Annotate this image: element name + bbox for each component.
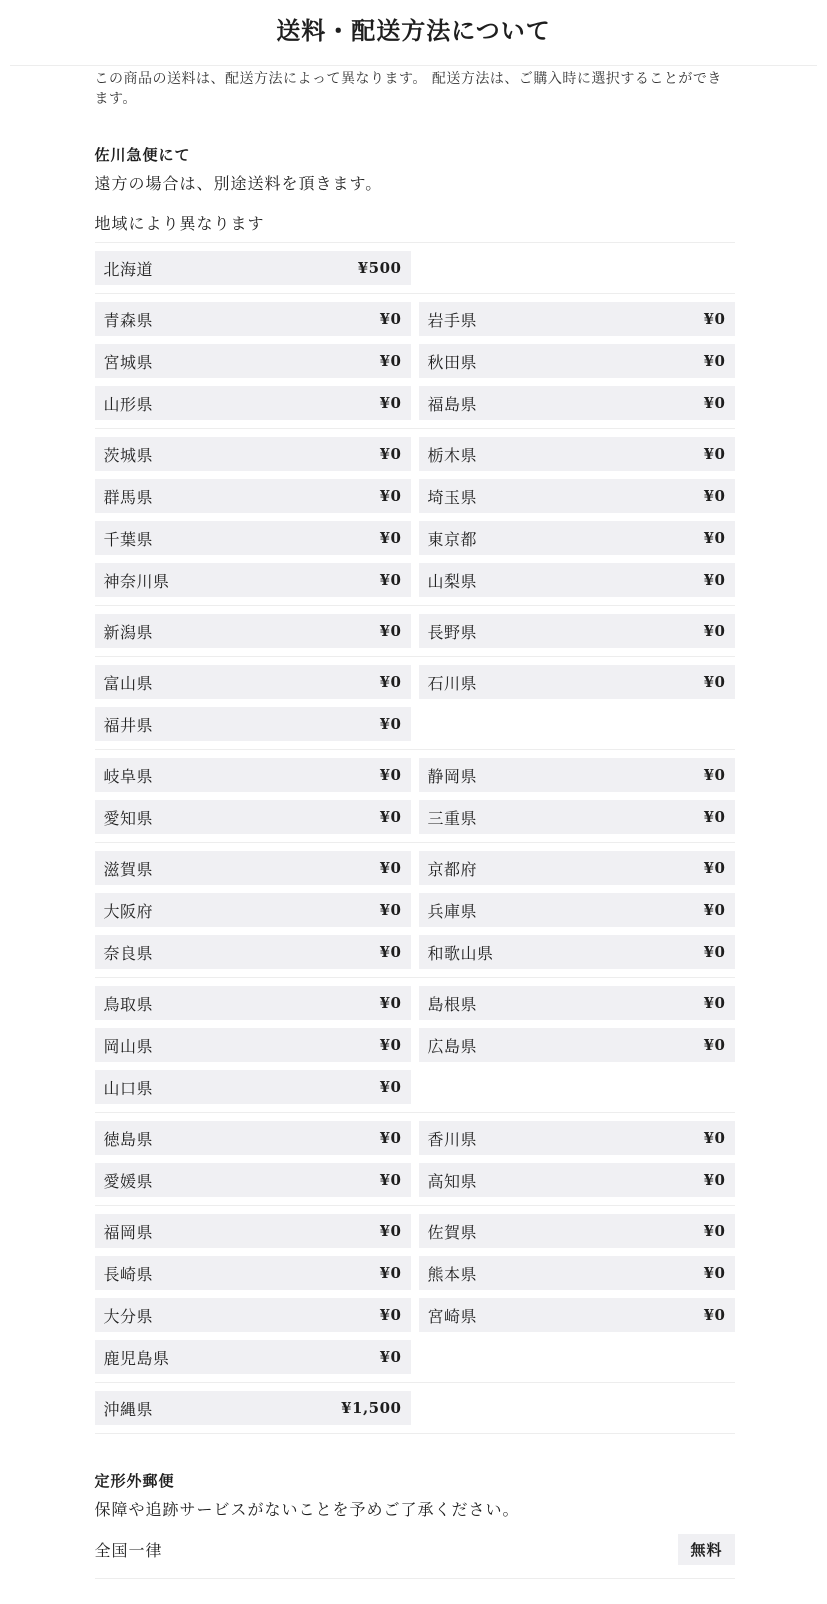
prefecture-fee: ¥0 — [379, 1264, 402, 1282]
prefecture-name: 滋賀県 — [103, 859, 154, 879]
prefecture-fee: ¥0 — [379, 310, 402, 328]
prefecture-name: 岐阜県 — [103, 766, 154, 786]
prefecture-fee-cell — [419, 758, 735, 792]
region-group — [95, 1383, 735, 1434]
prefecture-fee: ¥0 — [703, 487, 726, 505]
region-group — [95, 657, 735, 750]
region-group — [95, 843, 735, 978]
prefecture-fee-cell — [419, 893, 735, 927]
prefecture-name: 鳥取県 — [103, 994, 154, 1014]
prefecture-fee: ¥500 — [357, 259, 402, 277]
carrier-section — [95, 146, 735, 1434]
prefecture-fee: ¥0 — [379, 1036, 402, 1054]
prefecture-fee: ¥0 — [379, 487, 402, 505]
prefecture-fee-cell — [419, 1028, 735, 1062]
prefecture-name: 茨城県 — [103, 445, 154, 465]
prefecture-fee-cell — [95, 1214, 411, 1248]
prefecture-name: 山梨県 — [427, 571, 478, 591]
region-group — [95, 1113, 735, 1206]
prefecture-fee-cell — [419, 386, 735, 420]
prefecture-name: 静岡県 — [427, 766, 478, 786]
prefecture-fee-cell — [95, 1028, 411, 1062]
prefecture-fee: ¥0 — [703, 673, 726, 691]
prefecture-fee: ¥0 — [379, 901, 402, 919]
prefecture-name: 北海道 — [103, 259, 154, 279]
region-group — [95, 606, 735, 657]
prefecture-fee: ¥0 — [379, 673, 402, 691]
prefecture-name: 岩手県 — [427, 310, 478, 330]
prefecture-name: 京都府 — [427, 859, 478, 879]
prefecture-name: 神奈川県 — [103, 571, 170, 591]
page-title: 送料・配送方法について — [276, 16, 551, 45]
prefecture-fee: ¥0 — [379, 1348, 402, 1366]
region-group — [95, 978, 735, 1113]
prefecture-fee-cell — [95, 893, 411, 927]
prefecture-name: 愛媛県 — [103, 1171, 154, 1191]
teikei-fee-badge: 無料 — [678, 1534, 734, 1565]
prefecture-fee: ¥0 — [379, 445, 402, 463]
prefecture-fee: ¥0 — [703, 859, 726, 877]
prefecture-fee: ¥0 — [379, 808, 402, 826]
prefecture-fee-cell — [95, 1121, 411, 1155]
prefecture-name: 山口県 — [103, 1078, 154, 1098]
prefecture-name: 大阪府 — [103, 901, 154, 921]
prefecture-name: 和歌山県 — [427, 943, 494, 963]
prefecture-fee: ¥0 — [703, 808, 726, 826]
prefecture-fee-cell — [95, 665, 411, 699]
prefecture-fee: ¥0 — [379, 622, 402, 640]
teikei-title: 定形外郵便 — [94, 1472, 175, 1490]
prefecture-fee: ¥0 — [703, 943, 726, 961]
prefecture-fee: ¥0 — [703, 571, 726, 589]
prefecture-name: 岡山県 — [103, 1036, 154, 1056]
prefecture-fee-cell — [95, 386, 411, 420]
prefecture-fee: ¥0 — [703, 766, 726, 784]
prefecture-fee-cell — [419, 800, 735, 834]
prefecture-name: 福井県 — [103, 715, 154, 735]
main-content — [93, 69, 735, 1579]
prefecture-fee-cell — [95, 707, 411, 741]
prefecture-fee: ¥0 — [703, 1129, 726, 1147]
prefecture-fee: ¥0 — [379, 1171, 402, 1189]
prefecture-fee: ¥0 — [703, 1264, 726, 1282]
prefecture-fee: ¥0 — [703, 529, 726, 547]
prefecture-name: 佐賀県 — [427, 1222, 478, 1242]
prefecture-fee-cell — [95, 758, 411, 792]
prefecture-name: 長崎県 — [103, 1264, 154, 1284]
prefecture-fee-cell — [419, 1298, 735, 1332]
prefecture-fee: ¥0 — [703, 394, 726, 412]
prefecture-fee: ¥0 — [703, 310, 726, 328]
region-group — [95, 429, 735, 606]
prefecture-name: 徳島県 — [103, 1129, 154, 1149]
teikei-section — [95, 1472, 735, 1579]
prefecture-name: 鹿児島県 — [103, 1348, 170, 1368]
prefecture-name: 沖縄県 — [103, 1399, 154, 1419]
prefecture-name: 東京都 — [427, 529, 478, 549]
region-group — [95, 750, 735, 843]
prefecture-fee-cell — [95, 800, 411, 834]
prefecture-name: 三重県 — [427, 808, 478, 828]
prefecture-fee-cell — [419, 614, 735, 648]
prefecture-fee-cell — [419, 935, 735, 969]
prefecture-fee: ¥0 — [379, 352, 402, 370]
prefecture-fee: ¥0 — [379, 571, 402, 589]
teikei-label: 全国一律 — [94, 1540, 163, 1560]
prefecture-fee-cell — [95, 1256, 411, 1290]
region-list — [95, 242, 735, 1434]
prefecture-fee-cell — [95, 1391, 411, 1425]
prefecture-fee: ¥0 — [379, 529, 402, 547]
prefecture-name: 大分県 — [103, 1306, 154, 1326]
prefecture-fee: ¥0 — [379, 1306, 402, 1324]
prefecture-fee-cell — [95, 437, 411, 471]
prefecture-fee: ¥0 — [379, 715, 402, 733]
region-group — [95, 294, 735, 429]
region-note: 地域により異なります — [94, 214, 265, 233]
prefecture-fee: ¥0 — [703, 901, 726, 919]
prefecture-fee-cell — [95, 935, 411, 969]
prefecture-fee: ¥0 — [703, 622, 726, 640]
prefecture-fee-cell — [419, 437, 735, 471]
prefecture-name: 栃木県 — [427, 445, 478, 465]
prefecture-fee: ¥0 — [379, 1078, 402, 1096]
intro-text: この商品の送料は、配送方法によって異なります。 配送方法は、ご購入時に選択することができます。 — [94, 71, 722, 107]
carrier-title: 佐川急便にて — [94, 146, 191, 164]
prefecture-fee: ¥0 — [703, 1222, 726, 1240]
prefecture-fee-cell — [419, 302, 735, 336]
prefecture-name: 千葉県 — [103, 529, 154, 549]
prefecture-name: 福岡県 — [103, 1222, 154, 1242]
prefecture-name: 宮崎県 — [427, 1306, 478, 1326]
prefecture-fee: ¥0 — [379, 766, 402, 784]
prefecture-fee-cell — [95, 521, 411, 555]
prefecture-name: 青森県 — [103, 310, 154, 330]
prefecture-name: 宮城県 — [103, 352, 154, 372]
prefecture-name: 富山県 — [103, 673, 154, 693]
carrier-note: 遠方の場合は、別途送料を頂きます。 — [94, 174, 383, 193]
prefecture-fee-cell — [95, 302, 411, 336]
prefecture-name: 埼玉県 — [427, 487, 478, 507]
prefecture-name: 秋田県 — [427, 352, 478, 372]
prefecture-fee-cell — [95, 986, 411, 1020]
prefecture-fee-cell — [95, 563, 411, 597]
prefecture-fee-cell — [95, 1340, 411, 1374]
prefecture-name: 広島県 — [427, 1036, 478, 1056]
prefecture-fee-cell — [419, 344, 735, 378]
prefecture-fee-cell — [419, 986, 735, 1020]
prefecture-fee: ¥0 — [379, 1129, 402, 1147]
prefecture-fee: ¥0 — [703, 352, 726, 370]
prefecture-name: 兵庫県 — [427, 901, 478, 921]
prefecture-fee-cell — [419, 1121, 735, 1155]
prefecture-name: 新潟県 — [103, 622, 154, 642]
prefecture-fee-cell — [95, 614, 411, 648]
region-group — [95, 1206, 735, 1383]
prefecture-name: 熊本県 — [427, 1264, 478, 1284]
prefecture-name: 香川県 — [427, 1129, 478, 1149]
prefecture-fee-cell — [95, 1298, 411, 1332]
prefecture-fee-cell — [419, 1256, 735, 1290]
prefecture-fee: ¥0 — [703, 994, 726, 1012]
teikei-note: 保障や追跡サービスがないことを予めご了承ください。 — [94, 1500, 520, 1519]
prefecture-fee: ¥0 — [703, 1306, 726, 1324]
prefecture-name: 山形県 — [103, 394, 154, 414]
page-header — [10, 0, 817, 66]
prefecture-fee-cell — [95, 251, 411, 285]
prefecture-fee: ¥0 — [379, 943, 402, 961]
prefecture-name: 長野県 — [427, 622, 478, 642]
prefecture-fee: ¥1,500 — [341, 1399, 402, 1417]
prefecture-fee: ¥0 — [703, 1036, 726, 1054]
prefecture-fee-cell — [419, 1163, 735, 1197]
region-group — [95, 243, 735, 294]
prefecture-name: 福島県 — [427, 394, 478, 414]
prefecture-fee-cell — [419, 851, 735, 885]
prefecture-fee-cell — [95, 1070, 411, 1104]
prefecture-fee-cell — [419, 479, 735, 513]
prefecture-fee: ¥0 — [379, 994, 402, 1012]
prefecture-fee-cell — [95, 479, 411, 513]
prefecture-fee: ¥0 — [379, 859, 402, 877]
prefecture-fee: ¥0 — [379, 1222, 402, 1240]
prefecture-fee-cell — [95, 344, 411, 378]
prefecture-name: 島根県 — [427, 994, 478, 1014]
prefecture-name: 愛知県 — [103, 808, 154, 828]
prefecture-name: 群馬県 — [103, 487, 154, 507]
prefecture-name: 石川県 — [427, 673, 478, 693]
prefecture-fee-cell — [95, 1163, 411, 1197]
teikei-fee-row — [95, 1534, 735, 1579]
prefecture-fee-cell — [419, 563, 735, 597]
prefecture-fee-cell — [419, 665, 735, 699]
prefecture-fee-cell — [419, 1214, 735, 1248]
prefecture-name: 奈良県 — [103, 943, 154, 963]
prefecture-fee: ¥0 — [379, 394, 402, 412]
prefecture-fee: ¥0 — [703, 1171, 726, 1189]
prefecture-fee-cell — [95, 851, 411, 885]
prefecture-name: 高知県 — [427, 1171, 478, 1191]
prefecture-fee: ¥0 — [703, 445, 726, 463]
prefecture-fee-cell — [419, 521, 735, 555]
